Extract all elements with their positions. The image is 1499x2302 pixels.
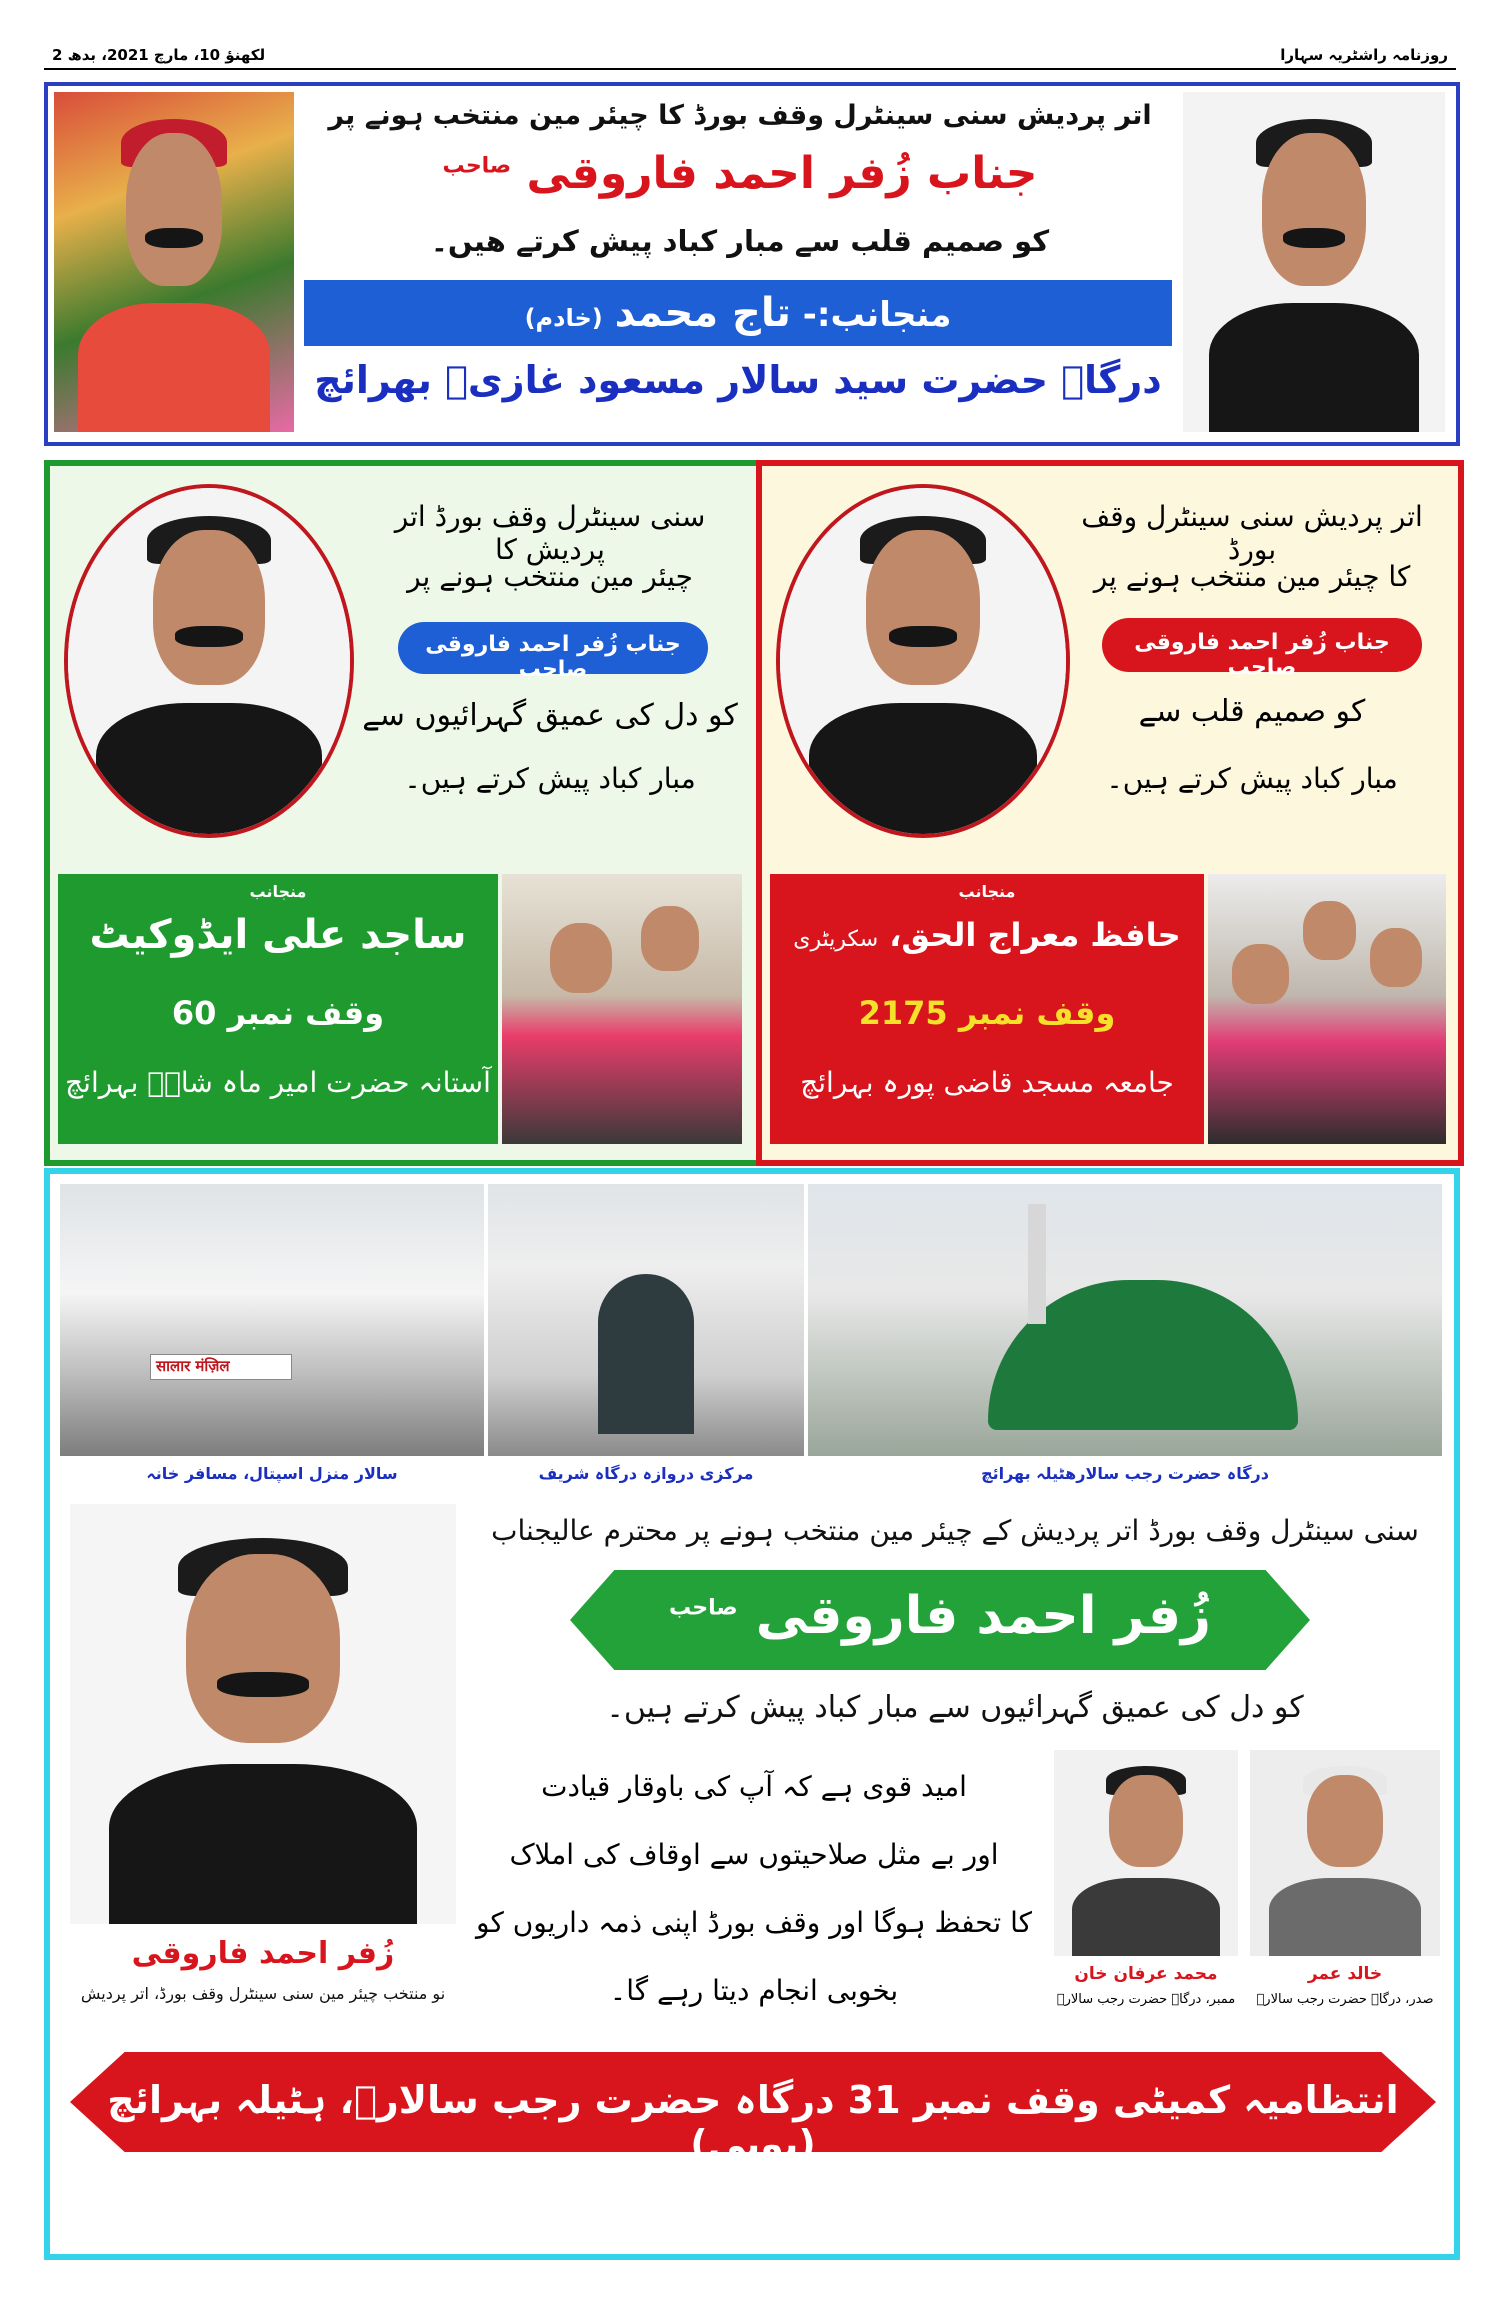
- right-advertisement: [756, 460, 1464, 1166]
- photo-mohammad-irfan-khan: [1054, 1750, 1238, 1956]
- left-ad-line5: مبار کباد پیش کرتے ہیں۔: [404, 762, 696, 795]
- left-advertisement: [44, 460, 762, 1166]
- para-line-1: امید قوی ہے کہ آپ کی باوقار قیادت: [541, 1770, 967, 1803]
- top-ad-honoree: [310, 148, 1170, 199]
- photo-main-gate: [488, 1184, 804, 1456]
- top-advertisement: [44, 82, 1460, 446]
- right-ad-from-name: حافظ معراج الحق: [901, 916, 1181, 954]
- caption-dargah: درگاہ حضرت رجب سالارھٹیلہ بھرائچ: [981, 1464, 1269, 1483]
- top-ad-from-name: تاج محمد: [614, 290, 791, 336]
- person2-sub: صدر، درگاہ حضرت رجب سالارؒ: [1256, 1992, 1434, 2007]
- main-name: زُفر احمد فاروقی: [131, 1936, 395, 1971]
- top-ad-from: [304, 290, 1172, 336]
- right-ad-from-label: منجانب: [958, 882, 1016, 901]
- person2-name: خالد عمر: [1307, 1964, 1383, 1984]
- top-ad-honoree-name: جناب زُفر احمد فاروقی: [526, 148, 1038, 199]
- person1-name: محمد عرفان خان: [1074, 1964, 1218, 1984]
- caption-main-gate: مرکزی دروازہ درگاہ شریف: [538, 1464, 754, 1483]
- right-ad-from: حافظ معراج الحق، سکریٹری: [793, 916, 1181, 954]
- portrait-ellipse-left: [64, 484, 354, 838]
- photo-khalid-umar: [1250, 1750, 1440, 1956]
- photo-zufar-ahmad-farooqui-main: [70, 1504, 456, 1924]
- bottom-ad-honoree: [570, 1586, 1310, 1646]
- bottom-ad-honoree-name: زُفر احمد فاروقی: [755, 1586, 1211, 1646]
- right-ad-line4: کو صمیم قلب سے: [1138, 694, 1366, 729]
- footer-text: انتظامیہ کمیٹی وقف نمبر 31 درگاہ حضرت رجب سالارؒ، ہٹیلہ بہرائچ (یوپی): [107, 2078, 1399, 2166]
- person1-sub: ممبر، درگاہ حضرت رجب سالارؒ: [1056, 1992, 1236, 2007]
- left-ad-honoree: جناب زُفر احمد فاروقی صاحب: [425, 632, 681, 682]
- right-ad-line2: کا چیئر مین منتخب ہونے پر: [1093, 560, 1411, 593]
- top-ad-from-role: (خادم): [524, 304, 603, 332]
- left-ad-line4: کو دل کی عمیق گہرائیوں سے: [362, 698, 738, 733]
- paper-name: روزنامہ راشٹریہ سہارا: [1280, 46, 1448, 64]
- left-ad-line2: چیئر مین منتخب ہونے پر: [407, 560, 693, 593]
- right-ad-line5: مبار کباد پیش کرتے ہیں۔: [1106, 762, 1398, 795]
- left-ad-line1: سنی سینٹرل وقف بورڈ اتر پردیش کا: [394, 500, 706, 566]
- portrait-ellipse-right: [776, 484, 1070, 838]
- top-ad-line1: اتر پردیش سنی سینٹرل وقف بورڈ کا چیئر مین منتخب ہونے پر: [328, 100, 1152, 131]
- right-ad-place: جامعہ مسجد قاضی پورہ بہرائچ: [800, 1066, 1174, 1099]
- top-ad-honorific: صاحب: [442, 153, 512, 179]
- photo-dargah-dome: [808, 1184, 1442, 1456]
- bottom-ad-line1: سنی سینٹرل وقف بورڈ اتر پردیش کے چیئر مین منتخب ہونے پر محترم عالیجناب: [491, 1514, 1419, 1547]
- para-line-2: اور بے مثل صلاحیتوں سے اوقاف کی املاک: [509, 1838, 999, 1871]
- right-ad-from-role: سکریٹری: [793, 927, 879, 952]
- photo-garland-right: [1208, 874, 1446, 1144]
- top-ad-line3: کو صمیم قلب سے مبار کباد پیش کرتے ھیں۔: [430, 224, 1050, 258]
- left-ad-from-label: منجانب: [249, 882, 307, 901]
- top-ad-dargah: درگاہ حضرت سید سالار مسعود غازیؒ بھرائچ: [314, 358, 1162, 402]
- left-ad-place: آستانہ حضرت امیر ماہ شاہؒ بہرائچ: [65, 1066, 491, 1099]
- dateline: لکھنؤ 10، مارچ 2021، بدھ 2: [52, 46, 266, 64]
- right-ad-honoree: جناب زُفر احمد فاروقی صاحب: [1134, 630, 1390, 680]
- para-line-4: بخوبی انجام دیتا رہے گا۔: [609, 1974, 899, 2007]
- salar-manzil-sign: सालार मंज़िल: [156, 1357, 230, 1375]
- bottom-ad-honorific: صاحب: [668, 1595, 738, 1621]
- photo-taj-mohammad: [54, 92, 294, 432]
- bottom-ad-line3: کو دل کی عمیق گہرائیوں سے مبار کباد پیش کرتے ہیں۔: [606, 1690, 1304, 1725]
- masthead-strip: [44, 44, 1456, 70]
- photo-garland-left: [502, 874, 742, 1144]
- bottom-advertisement: [44, 1168, 1460, 2260]
- right-ad-line1: اتر پردیش سنی سینٹرل وقف بورڈ: [1081, 500, 1423, 566]
- main-sub: نو منتخب چیئر مین سنی سینٹرل وقف بورڈ، اتر پردیش: [80, 1984, 446, 2003]
- top-ad-from-label: منجانب:-: [802, 295, 952, 335]
- para-line-3: کا تحفظ ہوگا اور وقف بورڈ اپنی ذمہ داریوں کو: [476, 1906, 1032, 1939]
- left-ad-from-name: ساجد علی ایڈوکیٹ: [89, 912, 467, 958]
- left-ad-waqf: وقف نمبر 60: [171, 994, 385, 1032]
- caption-salar-manzil: سالار منزل اسپتال، مسافر خانہ: [146, 1464, 398, 1483]
- right-ad-waqf: وقف نمبر 2175: [858, 994, 1116, 1032]
- photo-zufar-ahmad-farooqui-top: [1183, 92, 1445, 432]
- photo-salar-manzil: [60, 1184, 484, 1456]
